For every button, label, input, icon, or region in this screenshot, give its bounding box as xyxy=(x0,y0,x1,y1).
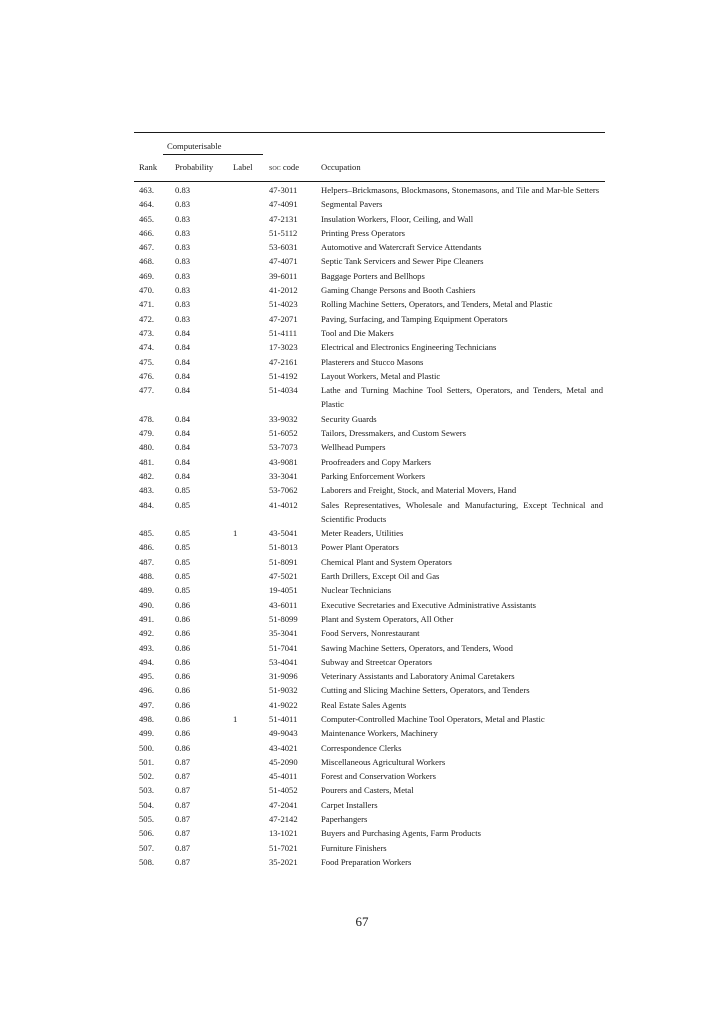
soc-code-cell: 17-3023 xyxy=(269,342,298,353)
occupation-cell: Printing Press Operators xyxy=(321,227,406,238)
soc-code-cell: 35-3041 xyxy=(269,628,298,639)
rank-cell: 492. xyxy=(139,628,155,639)
occupation-cell: Maintenance Workers, Machinery xyxy=(321,728,438,739)
soc-code-cell: 43-9081 xyxy=(269,456,298,467)
soc-abbreviation: soc xyxy=(269,162,281,172)
soc-code-cell: 53-6031 xyxy=(269,242,298,253)
rank-cell: 507. xyxy=(139,842,155,853)
probability-cell: 0.83 xyxy=(175,313,191,324)
soc-code-cell: 47-2161 xyxy=(269,356,298,367)
probability-cell: 0.83 xyxy=(175,242,191,253)
table-row xyxy=(0,769,724,783)
table-row xyxy=(0,283,724,297)
rank-cell: 493. xyxy=(139,642,155,653)
table-row xyxy=(0,297,724,311)
probability-cell: 0.86 xyxy=(175,685,191,696)
probability-cell: 0.87 xyxy=(175,856,191,867)
rank-cell: 477. xyxy=(139,385,155,396)
table-row xyxy=(0,226,724,240)
probability-cell: 0.85 xyxy=(175,556,191,567)
soc-code-cell: 13-1021 xyxy=(269,828,298,839)
rank-cell: 498. xyxy=(139,713,155,724)
occupation-cell: Paving, Surfacing, and Tamping Equipment Operators xyxy=(321,313,508,324)
soc-code-cell: 47-4071 xyxy=(269,256,298,267)
soc-code-cell: 51-4052 xyxy=(269,785,298,796)
occupation-cell: Nuclear Technicians xyxy=(321,585,392,596)
probability-cell: 0.87 xyxy=(175,799,191,810)
probability-cell: 0.87 xyxy=(175,785,191,796)
soc-code-cell: 53-7073 xyxy=(269,442,298,453)
soc-code-cell: 51-4011 xyxy=(269,713,298,724)
rank-column-header: Rank xyxy=(139,162,158,172)
soc-code-cell: 31-9096 xyxy=(269,671,298,682)
label-cell: 1 xyxy=(233,713,238,724)
header-bottom-rule xyxy=(134,181,605,182)
occupation-cell: Septic Tank Servicers and Sewer Pipe Cleaners xyxy=(321,256,484,267)
rank-cell: 504. xyxy=(139,799,155,810)
probability-cell: 0.83 xyxy=(175,285,191,296)
soc-code-cell: 51-7041 xyxy=(269,642,298,653)
occupation-cell: Computer-Controlled Machine Tool Operators, Metal and Plastic xyxy=(321,713,545,724)
soc-code-cell: 51-8091 xyxy=(269,556,298,567)
table-row xyxy=(0,426,724,440)
table-row xyxy=(0,669,724,683)
group-header-rule xyxy=(163,154,263,155)
probability-cell: 0.86 xyxy=(175,713,191,724)
rank-cell: 505. xyxy=(139,814,155,825)
probability-column-header: Probability xyxy=(175,162,214,172)
rank-cell: 481. xyxy=(139,456,155,467)
table-row xyxy=(0,812,724,826)
occupation-cell: Gaming Change Persons and Booth Cashiers xyxy=(321,285,476,296)
occupation-cell: Tailors, Dressmakers, and Custom Sewers xyxy=(321,428,466,439)
rank-cell: 494. xyxy=(139,656,155,667)
soc-code-cell: 33-9032 xyxy=(269,413,298,424)
table-row xyxy=(0,183,724,197)
rank-cell: 466. xyxy=(139,227,155,238)
table-row xyxy=(0,355,724,369)
computerisable-group-header: Computerisable xyxy=(167,141,222,151)
table-top-rule xyxy=(134,132,605,133)
rank-cell: 478. xyxy=(139,413,155,424)
soc-code-cell: 39-6011 xyxy=(269,270,298,281)
occupation-cell: Layout Workers, Metal and Plastic xyxy=(321,370,441,381)
table-row xyxy=(0,841,724,855)
probability-cell: 0.83 xyxy=(175,199,191,210)
occupation-cell: Automotive and Watercraft Service Attendants xyxy=(321,242,482,253)
probability-cell: 0.84 xyxy=(175,470,191,481)
table-row xyxy=(0,455,724,469)
probability-cell: 0.83 xyxy=(175,270,191,281)
rank-cell: 487. xyxy=(139,556,155,567)
rank-cell: 497. xyxy=(139,699,155,710)
probability-cell: 0.86 xyxy=(175,642,191,653)
table-row xyxy=(0,369,724,383)
soc-code-cell: 43-6011 xyxy=(269,599,298,610)
table-row xyxy=(0,212,724,226)
probability-cell: 0.87 xyxy=(175,756,191,767)
probability-cell: 0.86 xyxy=(175,699,191,710)
table-row xyxy=(0,540,724,554)
rank-cell: 508. xyxy=(139,856,155,867)
occupation-cell: Pourers and Casters, Metal xyxy=(321,785,414,796)
table-row xyxy=(0,240,724,254)
rank-cell: 502. xyxy=(139,771,155,782)
probability-cell: 0.86 xyxy=(175,671,191,682)
rank-cell: 479. xyxy=(139,428,155,439)
table-row xyxy=(0,798,724,812)
probability-cell: 0.84 xyxy=(175,413,191,424)
label-column-header: Label xyxy=(233,162,253,172)
rank-cell: 501. xyxy=(139,756,155,767)
occupation-cell: Lathe and Turning Machine Tool Setters, Operators, and Tenders, Metal and Plastic xyxy=(321,385,603,410)
probability-cell: 0.84 xyxy=(175,342,191,353)
probability-cell: 0.84 xyxy=(175,370,191,381)
soc-code-cell: 51-4192 xyxy=(269,370,298,381)
rank-cell: 489. xyxy=(139,585,155,596)
probability-cell: 0.83 xyxy=(175,213,191,224)
probability-cell: 0.86 xyxy=(175,613,191,624)
table-row xyxy=(0,712,724,726)
table-row xyxy=(0,741,724,755)
rank-cell: 503. xyxy=(139,785,155,796)
probability-cell: 0.87 xyxy=(175,771,191,782)
soc-code-cell: 47-2131 xyxy=(269,213,298,224)
rank-cell: 474. xyxy=(139,342,155,353)
occupation-cell: Correspondence Clerks xyxy=(321,742,402,753)
rank-cell: 486. xyxy=(139,542,155,553)
rank-cell: 506. xyxy=(139,828,155,839)
rank-cell: 467. xyxy=(139,242,155,253)
table-row xyxy=(0,412,724,426)
soc-code-column-header xyxy=(269,161,299,173)
occupation-cell: Rolling Machine Setters, Operators, and Tenders, Metal and Plastic xyxy=(321,299,553,310)
probability-cell: 0.86 xyxy=(175,656,191,667)
rank-cell: 470. xyxy=(139,285,155,296)
probability-cell: 0.87 xyxy=(175,814,191,825)
soc-code-cell: 41-2012 xyxy=(269,285,298,296)
probability-cell: 0.85 xyxy=(175,528,191,539)
soc-code-cell: 19-4051 xyxy=(269,585,298,596)
table-row xyxy=(0,698,724,712)
occupation-cell: Paperhangers xyxy=(321,814,368,825)
probability-cell: 0.83 xyxy=(175,299,191,310)
soc-code-cell: 51-6052 xyxy=(269,428,298,439)
rank-cell: 464. xyxy=(139,199,155,210)
soc-code-cell: 47-3011 xyxy=(269,185,298,195)
table-row xyxy=(0,612,724,626)
table-row xyxy=(0,826,724,840)
table-row xyxy=(0,269,724,283)
soc-code-cell: 51-4023 xyxy=(269,299,298,310)
table-row xyxy=(0,626,724,640)
soc-code-cell: 47-2041 xyxy=(269,799,298,810)
occupation-cell: Tool and Die Makers xyxy=(321,327,394,338)
probability-cell: 0.85 xyxy=(175,571,191,582)
table-row xyxy=(0,583,724,597)
probability-cell: 0.86 xyxy=(175,742,191,753)
soc-code-cell: 51-4111 xyxy=(269,327,298,338)
probability-cell: 0.84 xyxy=(175,456,191,467)
soc-code-cell: 51-9032 xyxy=(269,685,298,696)
occupation-cell: Forest and Conservation Workers xyxy=(321,771,436,782)
occupation-cell: Cutting and Slicing Machine Setters, Operators, and Tenders xyxy=(321,685,530,696)
occupation-cell: Proofreaders and Copy Markers xyxy=(321,456,432,467)
occupation-cell: Meter Readers, Utilities xyxy=(321,528,404,539)
rank-cell: 469. xyxy=(139,270,155,281)
occupation-cell: Parking Enforcement Workers xyxy=(321,470,426,481)
soc-code-cell: 43-5041 xyxy=(269,528,298,539)
table-row xyxy=(0,598,724,612)
table-row xyxy=(0,726,724,740)
soc-code-cell: 47-5021 xyxy=(269,571,298,582)
rank-cell: 475. xyxy=(139,356,155,367)
rank-cell: 472. xyxy=(139,313,155,324)
occupation-cell: Veterinary Assistants and Laboratory Animal Caretakers xyxy=(321,671,515,682)
table-row xyxy=(0,483,724,497)
probability-cell: 0.84 xyxy=(175,442,191,453)
table-row xyxy=(0,440,724,454)
occupation-cell: Miscellaneous Agricultural Workers xyxy=(321,756,446,767)
soc-code-cell: 49-9043 xyxy=(269,728,298,739)
page-number: 67 xyxy=(355,914,369,929)
soc-code-cell: 45-2090 xyxy=(269,756,298,767)
occupation-cell: Furniture Finishers xyxy=(321,842,387,853)
occupation-cell: Insulation Workers, Floor, Ceiling, and Wall xyxy=(321,213,474,224)
soc-code-cell: 51-5112 xyxy=(269,227,298,238)
probability-cell: 0.85 xyxy=(175,499,191,510)
soc-code-cell: 41-4012 xyxy=(269,499,298,510)
soc-code-cell: 33-3041 xyxy=(269,470,298,481)
rank-cell: 482. xyxy=(139,470,155,481)
rank-cell: 471. xyxy=(139,299,155,310)
occupation-cell: Plasterers and Stucco Masons xyxy=(321,356,424,367)
table-row xyxy=(0,855,724,869)
rank-cell: 473. xyxy=(139,327,155,338)
probability-cell: 0.87 xyxy=(175,842,191,853)
occupation-cell: Laborers and Freight, Stock, and Material Movers, Hand xyxy=(321,485,517,496)
table-row xyxy=(0,326,724,340)
rank-cell: 488. xyxy=(139,571,155,582)
probability-cell: 0.85 xyxy=(175,485,191,496)
probability-cell: 0.84 xyxy=(175,428,191,439)
occupation-cell: Real Estate Sales Agents xyxy=(321,699,407,710)
soc-code-cell: 51-8099 xyxy=(269,613,298,624)
probability-cell: 0.86 xyxy=(175,628,191,639)
table-row xyxy=(0,340,724,354)
occupation-cell: Baggage Porters and Bellhops xyxy=(321,270,425,281)
soc-code-cell: 51-8013 xyxy=(269,542,298,553)
label-cell: 1 xyxy=(233,528,238,539)
occupation-cell: Helpers–Brickmasons, Blockmasons, Stonemasons, and Tile and Mar-ble Setters xyxy=(321,185,600,195)
table-row xyxy=(0,197,724,211)
rank-cell: 468. xyxy=(139,256,155,267)
soc-code-cell: 47-4091 xyxy=(269,199,298,210)
soc-code-suffix: code xyxy=(280,162,300,172)
probability-cell: 0.83 xyxy=(175,185,191,195)
occupation-cell: Electrical and Electronics Engineering Technicians xyxy=(321,342,497,353)
rank-cell: 490. xyxy=(139,599,155,610)
soc-code-cell: 35-2021 xyxy=(269,856,298,867)
rank-cell: 476. xyxy=(139,370,155,381)
occupation-cell: Sawing Machine Setters, Operators, and Tenders, Wood xyxy=(321,642,513,653)
occupation-cell: Carpet Installers xyxy=(321,799,378,810)
soc-code-cell: 47-2142 xyxy=(269,814,298,825)
table-row xyxy=(0,498,724,527)
occupation-cell: Executive Secretaries and Executive Administrative Assistants xyxy=(321,599,537,610)
probability-cell: 0.84 xyxy=(175,385,191,396)
occupation-cell: Plant and System Operators, All Other xyxy=(321,613,454,624)
occupation-cell: Food Preparation Workers xyxy=(321,856,412,867)
occupation-cell: Security Guards xyxy=(321,413,377,424)
table-row xyxy=(0,526,724,540)
occupation-cell: Chemical Plant and System Operators xyxy=(321,556,452,567)
probability-cell: 0.83 xyxy=(175,227,191,238)
table-row xyxy=(0,655,724,669)
soc-code-cell: 51-7021 xyxy=(269,842,298,853)
rank-cell: 496. xyxy=(139,685,155,696)
rank-cell: 480. xyxy=(139,442,155,453)
probability-cell: 0.86 xyxy=(175,599,191,610)
table-body xyxy=(0,183,724,869)
soc-code-cell: 43-4021 xyxy=(269,742,298,753)
table-row xyxy=(0,383,724,412)
occupation-cell: Segmental Pavers xyxy=(321,199,383,210)
probability-cell: 0.83 xyxy=(175,256,191,267)
table-row xyxy=(0,555,724,569)
rank-cell: 491. xyxy=(139,613,155,624)
soc-code-cell: 41-9022 xyxy=(269,699,298,710)
rank-cell: 483. xyxy=(139,485,155,496)
occupation-cell: Wellhead Pumpers xyxy=(321,442,386,453)
occupation-cell: Buyers and Purchasing Agents, Farm Products xyxy=(321,828,481,839)
occupation-cell: Power Plant Operators xyxy=(321,542,399,553)
rank-cell: 465. xyxy=(139,213,155,224)
soc-code-cell: 53-7062 xyxy=(269,485,298,496)
soc-code-cell: 53-4041 xyxy=(269,656,298,667)
rank-cell: 495. xyxy=(139,671,155,682)
table-row xyxy=(0,469,724,483)
probability-cell: 0.84 xyxy=(175,327,191,338)
soc-code-cell: 45-4011 xyxy=(269,771,298,782)
table-row xyxy=(0,254,724,268)
soc-code-cell: 51-4034 xyxy=(269,385,298,396)
occupation-cell: Subway and Streetcar Operators xyxy=(321,656,432,667)
table-row xyxy=(0,683,724,697)
rank-cell: 485. xyxy=(139,528,155,539)
soc-code-cell: 47-2071 xyxy=(269,313,298,324)
occupation-cell: Sales Representatives, Wholesale and Manufacturing, Except Technical and Scientific Products xyxy=(321,499,603,524)
occupation-cell: Food Servers, Nonrestaurant xyxy=(321,628,420,639)
table-row xyxy=(0,569,724,583)
probability-cell: 0.86 xyxy=(175,728,191,739)
occupation-cell: Earth Drillers, Except Oil and Gas xyxy=(321,571,440,582)
table-row xyxy=(0,312,724,326)
probability-cell: 0.84 xyxy=(175,356,191,367)
probability-cell: 0.85 xyxy=(175,542,191,553)
table-row xyxy=(0,641,724,655)
occupation-column-header: Occupation xyxy=(321,162,361,172)
probability-cell: 0.87 xyxy=(175,828,191,839)
table-row xyxy=(0,783,724,797)
rank-cell: 499. xyxy=(139,728,155,739)
rank-cell: 484. xyxy=(139,499,155,510)
table-row xyxy=(0,755,724,769)
probability-cell: 0.85 xyxy=(175,585,191,596)
rank-cell: 500. xyxy=(139,742,155,753)
rank-cell: 463. xyxy=(139,185,155,195)
